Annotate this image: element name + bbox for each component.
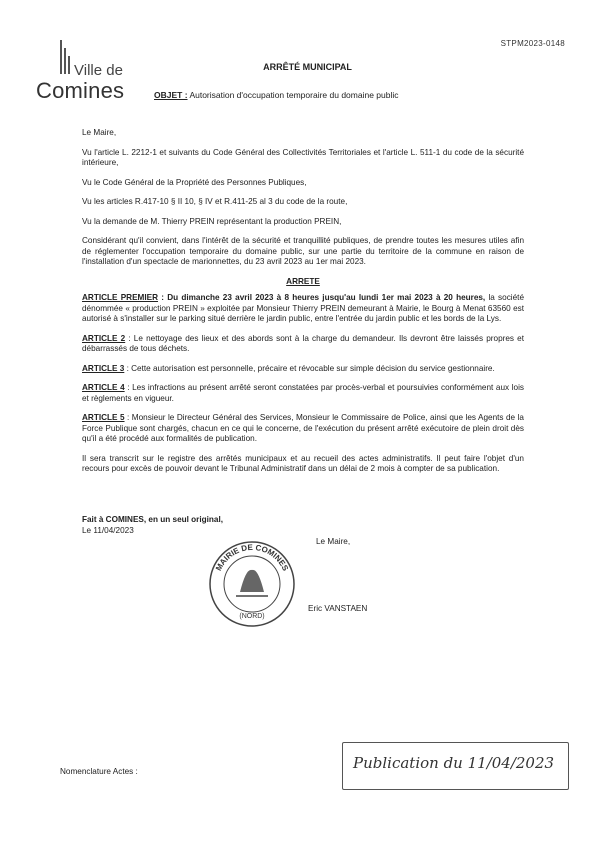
- article-label: ARTICLE 5: [82, 413, 125, 422]
- publication-handwritten: Publication du 11/04/2023: [353, 754, 555, 772]
- logo-text-bottom: Comines: [36, 78, 125, 103]
- vu-paragraph: Vu l'article L. 2212-1 et suivants du Code Général des Collectivités Territoriales et l'article L. 511-1 du code de la sécurité intérieure,: [82, 147, 524, 167]
- nomenclature-label: Nomenclature Actes :: [60, 767, 138, 776]
- article-3: [82, 364, 524, 375]
- article-text: : Cette autorisation est personnelle, précaire et révocable sur simple décision du service gestionnaire.: [124, 363, 495, 373]
- objet-line: [154, 90, 399, 100]
- mairie-stamp-icon: [206, 538, 298, 630]
- signature-place-date: [82, 514, 223, 536]
- article-1: [82, 293, 524, 325]
- stamp-subtext: (NORD): [239, 613, 265, 620]
- vu-paragraph: Vu la demande de M. Thierry PREIN représentant la production PREIN,: [82, 216, 342, 226]
- article-4: [82, 383, 524, 404]
- vu-paragraph: Vu les articles R.417-10 § II 10, § IV et R.411-25 al 3 du code de la route,: [82, 197, 348, 206]
- article-label: ARTICLE PREMIER: [82, 293, 159, 302]
- signer-name: Eric VANSTAEN: [308, 604, 368, 613]
- publication-box: [342, 742, 569, 790]
- objet-text: Autorisation d'occupation temporaire du domaine public: [189, 90, 399, 100]
- signature-date: Le 11/04/2023: [82, 526, 134, 535]
- fait-a: Fait à COMINES, en un seul original,: [82, 515, 224, 524]
- logo-text-top: Ville de: [74, 62, 123, 79]
- article-label: ARTICLE 3: [82, 363, 125, 373]
- city-logo: [36, 38, 146, 108]
- document-body: [82, 128, 524, 484]
- signer-title: Le Maire,: [316, 537, 351, 546]
- article-text: : Le nettoyage des lieux et des abords sont à la charge du demandeur. Ils devront être laissés propres et débarrassés de tous déchets.: [82, 333, 524, 353]
- arrete-heading: ARRETE: [286, 276, 320, 286]
- le-maire: Le Maire,: [82, 128, 117, 137]
- article-text: : Les infractions au présent arrêté seront constatées par procès-verbal et poursuivies conformément aux lois et règlements en vigueur.: [82, 383, 524, 403]
- article-label: ARTICLE 2: [82, 333, 126, 343]
- article-2: [82, 334, 524, 355]
- recours-paragraph: Il sera transcrit sur le registre des arrêtés municipaux et au recueil des actes administratifs. Il peut faire l'objet d'un recours pour excès de pouvoir devant le Tribunal Administratif dans un délai de 2 mois à compter de sa publication.: [82, 453, 524, 473]
- stamp-text: MAIRIE DE COMINES: [214, 542, 291, 573]
- svg-text:MAIRIE DE COMINES: [214, 543, 290, 573]
- objet-label: OBJET :: [154, 90, 188, 100]
- article-label: ARTICLE 4: [82, 383, 125, 392]
- considerant-paragraph: Considérant qu'il convient, dans l'intérêt de la sécurité et tranquillité publiques, de prendre toutes les mesures utiles afin de réglementer l'occupation temporaire du domaine public, sur une partie du territoire de la commune en raison de l'installation d'un spectacle de marionnettes, du 23 avril 2023 au 1er mai 2023.: [82, 236, 524, 266]
- article-text: : Monsieur le Directeur Général des Services, Monsieur le Commissaire de Police, ainsi que les Agents de la Force Publique sont chargés, chacun en ce qui le concerne, de l'exécution du présent arrêté exécutoire de plein droit dès qu'il a été procédé aux formalités de publication.: [82, 413, 524, 443]
- document-title: ARRÊTÉ MUNICIPAL: [263, 62, 352, 72]
- article-text: la société dénommée « production PREIN » exploitée par Monsieur Thierry PREIN demeurant à Mairie, le Bourg à Menat 63560 est autorisé à s'installer sur le parking situé derrière le jardin public, entre l'entrée du jardin public et les bords de la Lys.: [82, 293, 524, 323]
- vu-paragraph: Vu le Code Général de la Propriété des Personnes Publiques,: [82, 177, 307, 187]
- article-dates: : Du dimanche 23 avril 2023 à 8 heures jusqu'au lundi 1er mai 2023 à 20 heures,: [158, 293, 486, 302]
- reference-number: STPM2023-0148: [500, 39, 565, 48]
- article-5: [82, 413, 524, 445]
